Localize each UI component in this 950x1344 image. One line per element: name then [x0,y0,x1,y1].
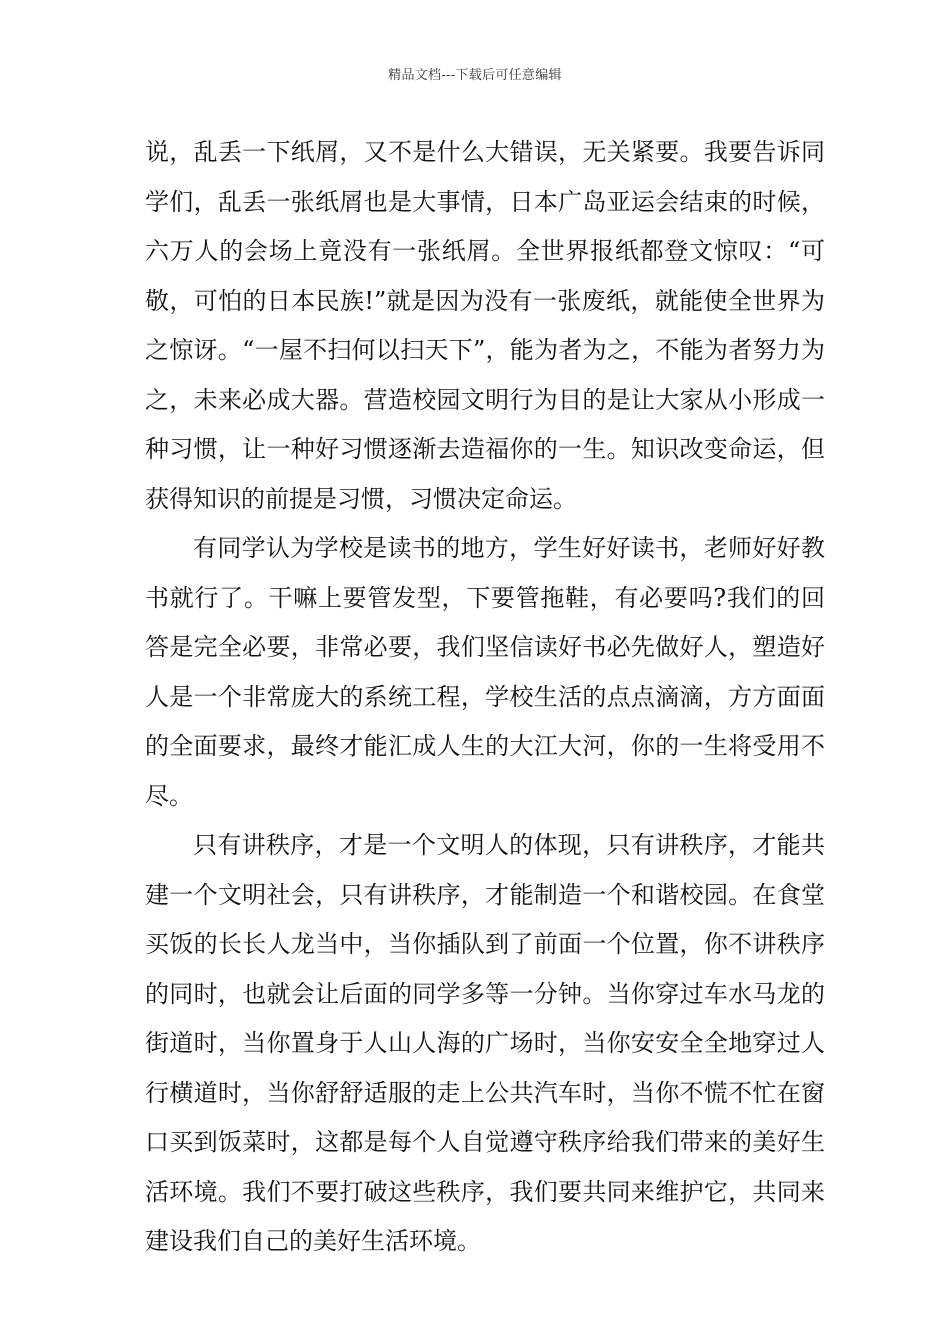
paragraph-school-reading: 有同学认为学校是读书的地方，学生好好读书，老师好好教书就行了。干嘛上要管发型，下要管拖鞋，有必要吗?我们的回答是完全必要，非常必要，我们坚信读好书必先做好人，塑造好人是一个非常庞大的系统工程，学校生活的点点滴滴，方方面面的全面要求，最终才能汇成人生的大江大河，你的一生将受用不尽。 [145,534,825,810]
paragraph-continuation: 说，乱丢一下纸屑，又不是什么大错误，无关紧要。我要告诉同学们，乱丢一张纸屑也是大事情，日本广岛亚运会结束的时候，六万人的会场上竟没有一张纸屑。全世界报纸都登文惊叹：“可敬，可怕的日本民族!”就是因为没有一张废纸，就能使全世界为之惊讶。“一屋不扫何以扫天下”，能为者为之，不能为者努力为之，未来必成大器。营造校园文明行为目的是让大家从小形成一种习惯，让一种好习惯逐渐去造福你的一生。知识改变命运，但获得知识的前提是习惯，习惯决定命运。 [145,138,825,513]
paragraph-order: 只有讲秩序，才是一个文明人的体现，只有讲秩序，才能共建一个文明社会，只有讲秩序，才能制造一个和谐校园。在食堂买饭的长长人龙当中，当你插队到了前面一个位置，你不讲秩序的同时，也就会让后面的同学多等一分钟。当你穿过车水马龙的街道时，当你置身于人山人海的广场时，当你安安全全地穿过人行横道时，当你舒舒适服的走上公共汽车时，当你不慌不忙在窗口买到饭菜时，这都是每个人自觉遵守秩序给我们带来的美好生活环境。我们不要打破这些秩序，我们要共同来维护它，共同来建设我们自己的美好生活环境。 [145,831,825,1255]
page-header: 精品文档---下载后可任意编辑 [388,68,562,83]
document-body [145,128,825,1267]
